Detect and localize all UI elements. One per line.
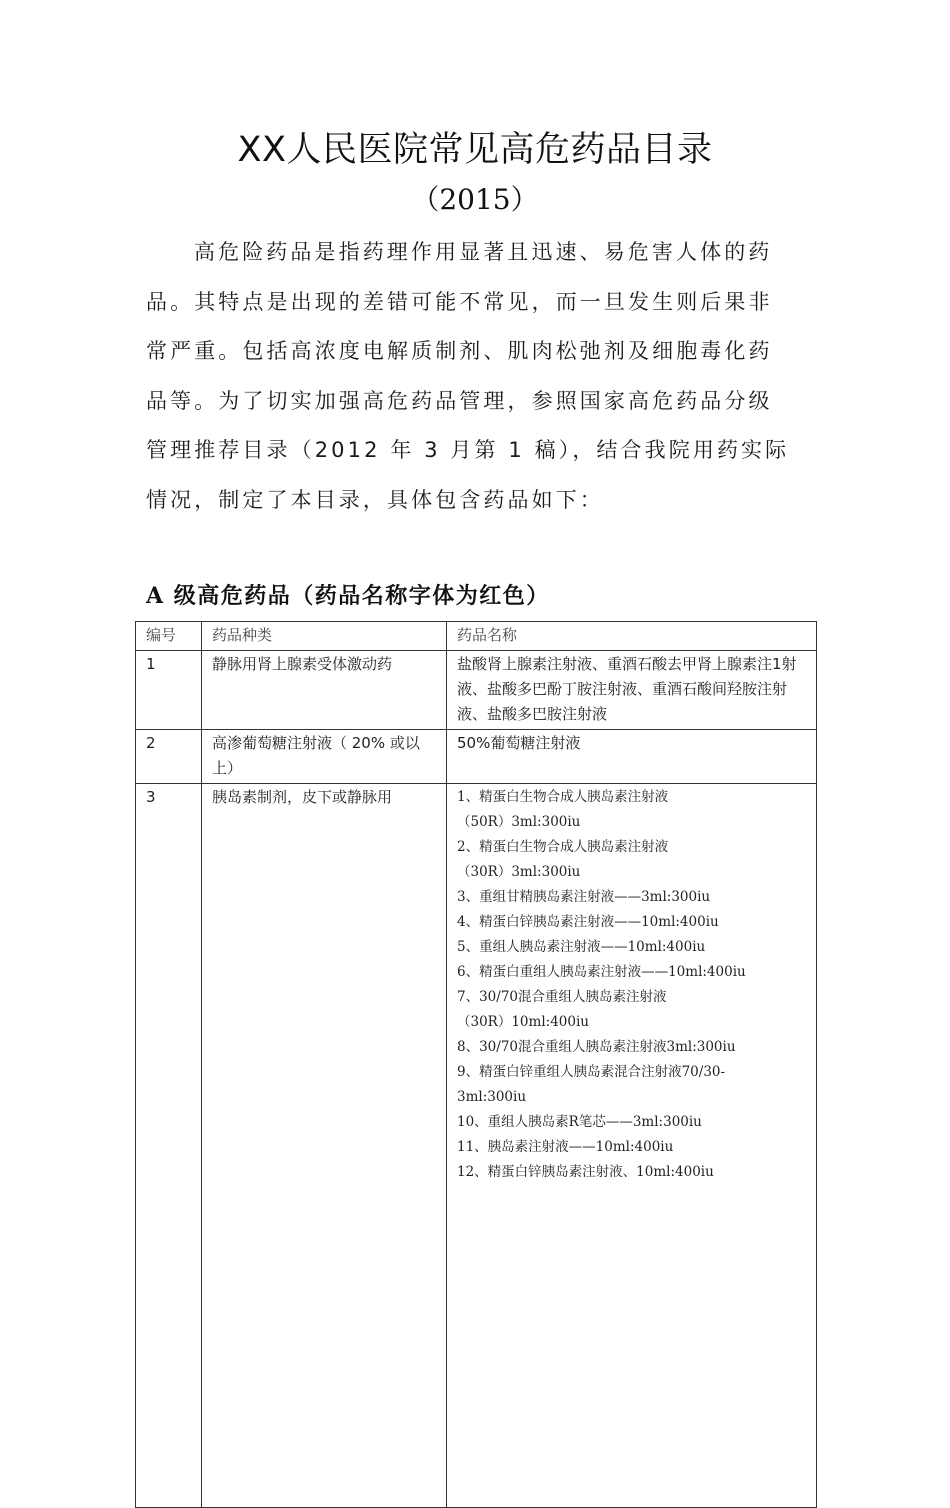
list-item: 12、精蛋白锌胰岛素注射液、10ml:400iu	[457, 1164, 714, 1180]
section-a-heading: A 级高危药品（药品名称字体为红色）	[146, 583, 550, 609]
list-item: 11、胰岛素注射液——10ml:400iu	[457, 1139, 674, 1155]
document-title: XX人民医院常见高危药品目录	[237, 130, 713, 170]
intro-line: 常严重。包括高浓度电解质制剂、肌肉松弛剂及细胞毒化药	[146, 339, 773, 363]
row-category: 静脉用肾上腺素受体激动药	[202, 651, 447, 730]
list-item: 3ml:300iu	[457, 1089, 527, 1105]
row-drug-names: 盐酸肾上腺素注射液、重酒石酸去甲肾上腺素注1射液、盐酸多巴酚丁胺注射液、重酒石酸间羟胺注射液、盐酸多巴胺注射液	[447, 651, 817, 730]
list-item: （30R）10ml:400iu	[457, 1014, 589, 1030]
intro-line: 高危险药品是指药理作用显著且迅速、易危害人体的药	[194, 240, 773, 264]
list-item: 6、精蛋白重组人胰岛素注射液——10ml:400iu	[457, 964, 746, 980]
list-item: （30R）3ml:300iu	[457, 864, 581, 880]
intro-line: 品等。为了切实加强高危药品管理，参照国家高危药品分级	[146, 388, 773, 413]
table-header-row	[136, 622, 817, 651]
list-item: 4、精蛋白锌胰岛素注射液——10ml:400iu	[457, 914, 719, 930]
intro-line: 情况，制定了本目录，具体包含药品如下：	[146, 487, 604, 512]
drug-table	[135, 621, 817, 1508]
row-category: 高渗葡萄糖注射液（ 20% 或以上）	[202, 730, 447, 784]
row-number: 3	[136, 784, 202, 1508]
table-row	[136, 784, 817, 1508]
header-drug-names: 药品名称	[447, 622, 817, 651]
list-item: 5、重组人胰岛素注射液——10ml:400iu	[457, 939, 706, 955]
table-row	[136, 730, 817, 784]
list-item: （50R）3ml:300iu	[457, 814, 581, 830]
intro-line: 管理推荐目录（2012 年 3 月第 1 稿），结合我院用药实际	[146, 438, 790, 462]
document-year: （2015）	[411, 183, 539, 216]
list-item: 1、精蛋白生物合成人胰岛素注射液	[457, 789, 669, 805]
list-item: 7、30/70混合重组人胰岛素注射液	[457, 989, 667, 1005]
list-item: 10、重组人胰岛素R笔芯——3ml:300iu	[457, 1114, 702, 1130]
row-drug-names: 50%葡萄糖注射液	[447, 730, 817, 784]
header-number: 编号	[136, 622, 202, 651]
list-item: 2、精蛋白生物合成人胰岛素注射液	[457, 839, 669, 855]
header-category: 药品种类	[202, 622, 447, 651]
list-item: 8、30/70混合重组人胰岛素注射液3ml:300iu	[457, 1039, 736, 1055]
list-item: 3、重组甘精胰岛素注射液——3ml:300iu	[457, 889, 711, 905]
list-item: 9、精蛋白锌重组人胰岛素混合注射液70/30-	[457, 1064, 726, 1080]
row-number: 1	[136, 651, 202, 730]
row-category: 胰岛素制剂，皮下或静脉用	[202, 784, 447, 1508]
intro-paragraph	[146, 228, 808, 525]
row-drug-names-list	[447, 784, 817, 1508]
intro-line: 品。其特点是出现的差错可能不常见，而一旦发生则后果非	[146, 289, 773, 314]
table-row	[136, 651, 817, 730]
row-number: 2	[136, 730, 202, 784]
